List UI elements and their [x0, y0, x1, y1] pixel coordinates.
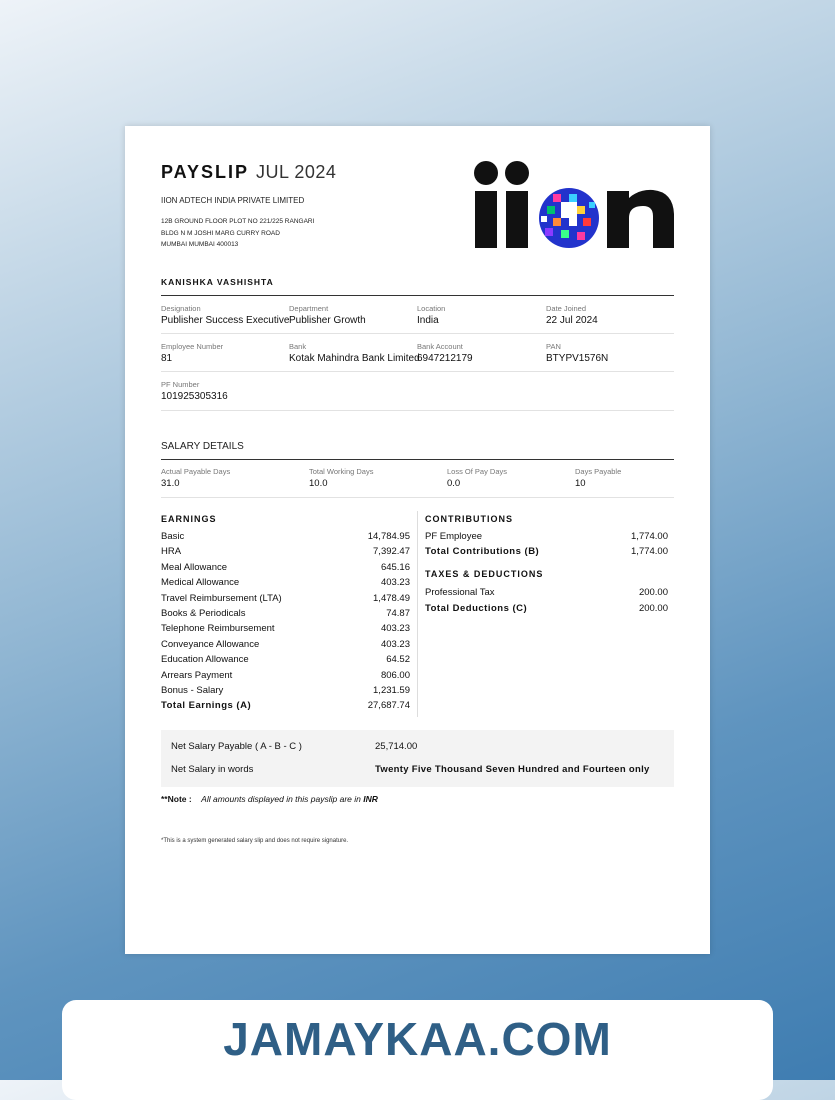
days-value: 0.0: [447, 478, 461, 489]
earning-amount: 7,392.47: [373, 546, 410, 558]
earning-name: Arrears Payment: [161, 669, 233, 681]
detail-bank-account: [417, 342, 473, 364]
divider: [161, 295, 674, 296]
iion-logo: [473, 156, 677, 252]
contributions-heading: CONTRIBUTIONS: [425, 514, 513, 524]
earning-amount: 74.87: [386, 608, 410, 619]
salary-details-heading: SALARY DETAILS: [161, 441, 244, 452]
earning-amount: 806.00: [380, 669, 410, 681]
earning-name: Bonus - Salary: [161, 685, 224, 696]
earning-name: Education Allowance: [161, 654, 249, 666]
detail-date-joined: [546, 304, 598, 326]
earning-name: Conveyance Allowance: [161, 638, 260, 650]
earning-amount: 1,478.49: [373, 592, 410, 604]
detail-label: Department: [289, 304, 329, 313]
days-actual-payable: [161, 467, 230, 489]
contribution-name: PF Employee: [425, 531, 483, 542]
tax-name: Professional Tax: [425, 587, 495, 598]
net-payable-value: 25,714.00: [375, 741, 418, 752]
divider: [161, 371, 674, 372]
detail-label: Bank Account: [417, 342, 463, 351]
divider: [161, 333, 674, 334]
detail-value: Publisher Success Executive: [161, 315, 290, 326]
watermark-text: JAMAYKAA.COM: [223, 1013, 612, 1065]
earning-amount: 64.52: [386, 654, 410, 666]
detail-location: [417, 304, 445, 326]
detail-value: 101925305316: [161, 391, 228, 402]
earning-amount: 403.23: [380, 577, 410, 589]
detail-department: [289, 304, 366, 326]
days-payable: [575, 467, 621, 489]
earning-name: HRA: [161, 546, 182, 558]
earning-name: Medical Allowance: [161, 577, 240, 589]
earning-amount: 403.23: [380, 623, 410, 635]
detail-value: 6947212179: [417, 353, 473, 364]
note-text: All amounts displayed in this payslip are in: [201, 794, 361, 804]
detail-employee-number: [161, 342, 223, 364]
total-contributions-amount: 1,774.00: [631, 546, 668, 557]
detail-label: Designation: [161, 304, 201, 313]
days-total-working: [309, 467, 373, 489]
employee-name: KANISHKA VASHISHTA: [161, 277, 274, 287]
detail-designation: [161, 304, 289, 326]
detail-label: PAN: [546, 342, 561, 351]
days-value: 31.0: [161, 478, 180, 489]
earning-name: Meal Allowance: [161, 561, 228, 573]
detail-pf-number: [161, 380, 228, 402]
title-label: PAYSLIP: [161, 162, 250, 182]
divider: [161, 410, 674, 411]
address-line: BLDG N M JOSHI MARG CURRY ROAD: [161, 229, 280, 237]
title-month: JUL 2024: [256, 162, 337, 182]
company-name: IION ADTECH INDIA PRIVATE LIMITED: [161, 196, 305, 205]
detail-bank: [289, 342, 420, 364]
note-label: **Note :: [161, 794, 192, 804]
earning-amount: 14,784.95: [367, 531, 410, 542]
earning-amount: 1,231.59: [373, 685, 410, 696]
detail-label: Bank: [289, 342, 307, 351]
detail-label: Employee Number: [161, 342, 224, 351]
detail-value: Kotak Mahindra Bank Limited: [289, 353, 420, 364]
column-divider: [417, 511, 418, 717]
days-value: 10: [575, 478, 586, 489]
detail-label: PF Number: [161, 380, 200, 389]
footer-disclaimer: *This is a system generated salary slip and does not require signature.: [161, 838, 349, 844]
days-label: Days Payable: [575, 467, 622, 476]
contribution-amount: 1,774.00: [631, 531, 668, 542]
total-earnings-amount: 27,687.74: [367, 700, 410, 712]
detail-label: Location: [417, 304, 446, 313]
payslip-document: [125, 126, 710, 954]
divider: [161, 459, 674, 460]
net-payable-label: Net Salary Payable ( A - B - C ): [171, 741, 302, 752]
days-label: Loss Of Pay Days: [447, 467, 508, 476]
days-label: Actual Payable Days: [161, 467, 231, 476]
net-words-label: Net Salary in words: [171, 764, 254, 775]
detail-value: 81: [161, 353, 173, 364]
watermark-banner: [62, 1000, 773, 1100]
days-value: 10.0: [309, 478, 328, 489]
earning-name: Books & Periodicals: [161, 608, 246, 619]
payslip-title: [161, 162, 336, 183]
net-salary-box: [161, 730, 674, 787]
address-line: MUMBAI MUMBAI 400013: [161, 241, 239, 248]
days-loss-of-pay: [447, 467, 507, 489]
detail-value: Publisher Growth: [289, 315, 366, 326]
note: [161, 794, 378, 804]
address-line: 12B GROUND FLOOR PLOT NO 221/225 RANGARI: [161, 218, 315, 225]
total-earnings-label: Total Earnings (A): [161, 700, 252, 712]
detail-value: 22 Jul 2024: [546, 315, 598, 326]
days-label: Total Working Days: [309, 467, 374, 476]
detail-label: Date Joined: [546, 304, 587, 313]
detail-value: India: [417, 315, 439, 326]
divider: [161, 497, 674, 498]
earnings-heading: EARNINGS: [161, 514, 217, 524]
earning-amount: 645.16: [380, 561, 410, 573]
company-address: [161, 216, 314, 251]
earning-name: Travel Reimbursement (LTA): [161, 592, 282, 604]
note-currency: INR: [363, 794, 378, 804]
earning-amount: 403.23: [380, 638, 410, 650]
detail-pan: [546, 342, 608, 364]
total-contributions-label: Total Contributions (B): [425, 546, 540, 557]
tax-amount: 200.00: [638, 587, 668, 598]
detail-value: BTYPV1576N: [546, 353, 609, 364]
taxes-heading: TAXES & DEDUCTIONS: [425, 569, 544, 579]
total-deductions-amount: 200.00: [638, 603, 668, 614]
earning-name: Basic: [161, 531, 185, 542]
total-deductions-label: Total Deductions (C): [425, 603, 528, 614]
net-words-value: Twenty Five Thousand Seven Hundred and Fourteen only: [375, 764, 650, 775]
earning-name: Telephone Reimbursement: [161, 623, 275, 635]
